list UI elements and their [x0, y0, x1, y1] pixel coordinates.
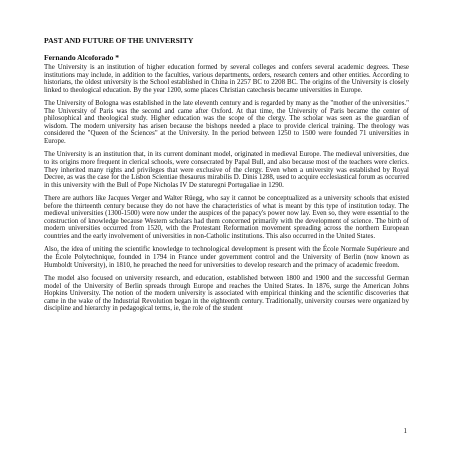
- paragraph: The University of Bologna was established in the late eleventh century and is regarded by many as the "mother of the universities." The University of Paris was the second and came after Oxford. At that time, the University of Paris became the center of philosophical and theological study. Higher education was the scope of the clergy. The scholar was seen as the guardian of wisdom. The modern university has arisen because the bishops needed a place to provide clerical training. The theology was considered the "Queen of the Sciences" at the University. In the period between 1250 to 1500 were founded 71 universities in Europe.: [44, 100, 409, 145]
- paragraph: The model also focused on university research, and education, established between 1800 and 1900 and the successful German model of the University of Berlin spreads through Europe and reaches the United States. In 1876, surge the American Johns Hopkins University. The notion of the modern university is associated with empirical thinking and the scientific discoveries that came in the wake of the Industrial Revolution began in the eighteenth century. Traditionally, university courses were organized by discipline and hierarchy in pedagogical terms, ie, the role of the student: [44, 275, 409, 313]
- paragraph: The University is an institution of higher education formed by several colleges and confers several academic degrees. These institutions may include, in addition to the faculties, various departments, orders, research centers and other entities. According to historians, the oldest university is the School established in China in 2257 BC to 2208 BC. The origins of the University is closely linked to theological education. By the year 1200, some places Christian catechesis became universities in Europe.: [44, 64, 409, 94]
- paragraph: Also, the idea of uniting the scientific knowledge to technological development is present with the École Normale Supérieure and the École Polytechnique, founded in 1794 in France under government control and the University of Berlin (now known as Humboldt University), in 1810, he preached the need for universities to develop research and the primacy of academic freedom.: [44, 246, 409, 269]
- page-number: 1: [403, 427, 407, 435]
- paragraph: The University is an institution that, in its current dominant model, originated in medieval Europe. The medieval universities, due to its origins more frequent in clerical schools, were consecrated by Papal Bull, and also because most of the teachers were clerics. They inherited many rights and privileges that were exclusive of the clergy. Even when a university was established by Royal Decree, as was the case for the Lisbon Scientiae thesaurus mirabilis D. Dinis 1288, used to acquire ecclesiastical forum as occurred in this university with the Bull of Pope Nicholas IV De staturegni Portugaliae in 1290.: [44, 151, 409, 189]
- paragraph: There are authors like Jacques Verger and Walter Rüegg, who say it cannot be conceptualized as a university schools that existed before the thirteenth century because they do not have the characteristics of what is meant by this type of institution today. The medieval universities (1300-1500) were now under the auspices of the papacy's power now lay. Even so, they were essential to the construction of knowledge because Western scholars had them concerned primarily with the development of science. The birth of modern universities occurred from 1520, with the Protestant Reformation movement spreading across the northern European countries and the early involvement of universities in non-Catholic institutions. This also occurred in the United States.: [44, 195, 409, 240]
- document-title: PAST AND FUTURE OF THE UNIVERSITY: [44, 36, 194, 45]
- document-author: Fernando Alcoforado *: [44, 53, 120, 62]
